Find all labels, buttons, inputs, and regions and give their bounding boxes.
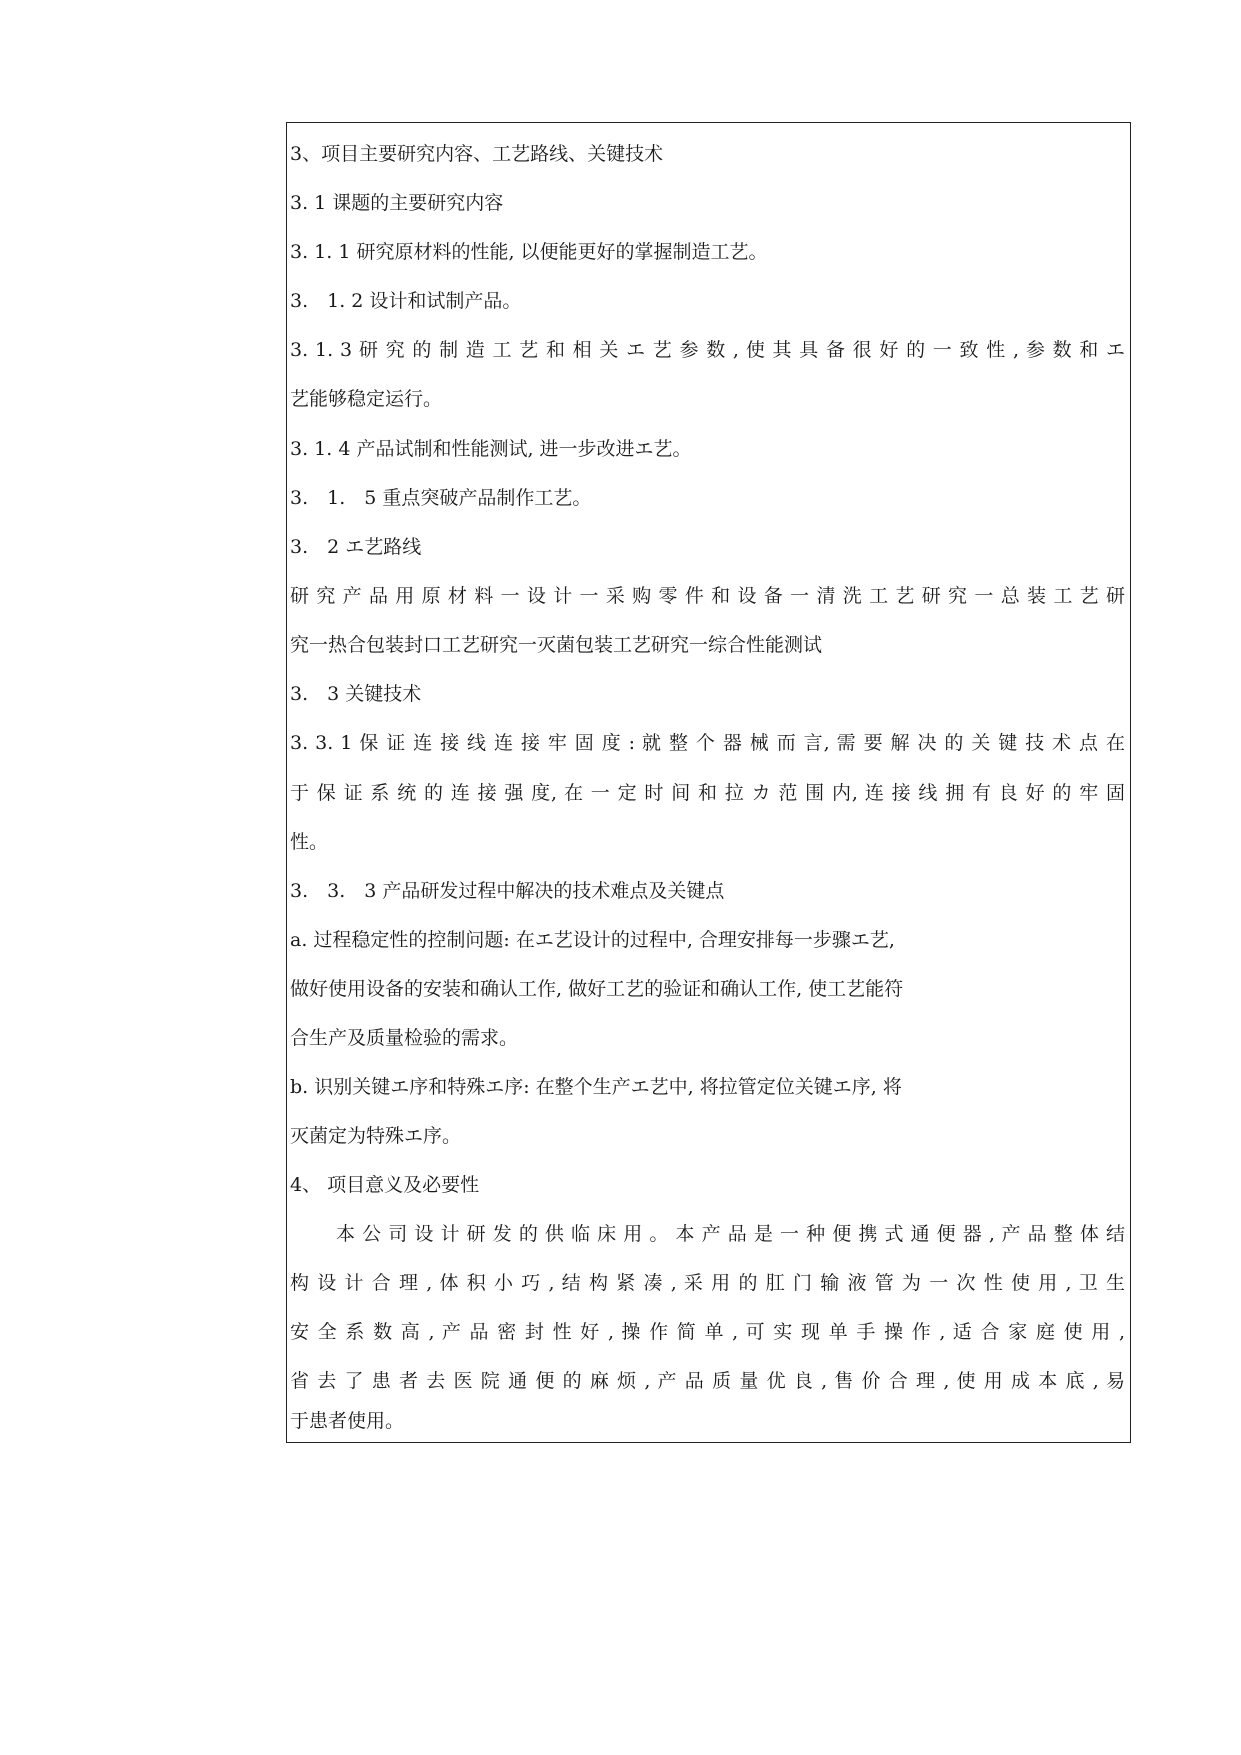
significance-paragraph-line-2: 构 设 计 合 理 , 体 积 小 巧 , 结 构 紧 凑 , 采 用 的 肛 门 输 液 管 为 一 次 性 使 用 , 卫 生: [290, 1272, 1125, 1294]
item-3-1-2: 3. 1. 2 设计和试制产品。: [290, 290, 522, 312]
item-3-3-3-heading: 3. 3. 3 产品研发过程中解决的技术难点及关键点: [290, 880, 725, 902]
item-3-3-1-line-2: 于 保 证 系 统 的 连 接 强 度, 在 一 定 时 间 和 拉 カ 范 围 内, 连 接 线 拥 有 良 好 的 牢 固: [290, 782, 1125, 804]
item-3-1-3-line-2: 艺能够稳定运行。: [290, 388, 443, 410]
section-4-heading: 4、 项目意义及必要性: [290, 1174, 480, 1196]
item-3-3-1-line-1: 3. 3. 1 保 证 连 接 线 连 接 牢 固 度 : 就 整 个 器 械 而 言, 需 要 解 决 的 关 键 技 术 点 在: [290, 732, 1125, 754]
process-route-line-1: 研 究 产 品 用 原 材 料 一 设 计 一 采 购 零 件 和 设 备 一 清 洗 工 艺 研 究 一 总 装 工 艺 研: [290, 585, 1125, 607]
item-3-1-5: 3. 1. 5 重点突破产品制作工艺。: [290, 487, 592, 509]
significance-paragraph-line-1: 本 公 司 设 计 研 发 的 供 临 床 用 。 本 产 品 是 一 种 便 携 式 通 便 器 , 产 品 整 体 结: [336, 1223, 1125, 1245]
significance-paragraph-line-3: 安 全 系 数 高 , 产 品 密 封 性 好 , 操 作 简 单 , 可 实 现 单 手 操 作 , 适 合 家 庭 使 用 ,: [290, 1321, 1125, 1343]
point-b-line-1: b. 识别关键エ序和特殊エ序: 在整个生产エ艺中, 将拉管定位关键エ序, 将: [290, 1076, 902, 1098]
significance-paragraph-line-5: 于患者使用。: [290, 1410, 405, 1432]
point-a-line-1: a. 过程稳定性的控制问题: 在エ艺设计的过程中, 合理安排每一步骤エ艺,: [290, 929, 895, 951]
item-3-1-3-line-1: 3. 1. 3 研 究 的 制 造 工 艺 和 相 关 エ 艺 参 数 , 使 其 具 备 很 好 的 一 致 性 , 参 数 和 エ: [290, 339, 1125, 361]
item-3-1-4: 3. 1. 4 产品试制和性能测试, 进一步改进エ艺。: [290, 438, 692, 460]
section-3-3-heading: 3. 3 关键技术: [290, 683, 422, 705]
significance-paragraph-line-4: 省 去 了 患 者 去 医 院 通 便 的 麻 烦 , 产 品 质 量 优 良 , 售 价 合 理 , 使 用 成 本 底 , 易: [290, 1370, 1125, 1392]
process-route-line-2: 究一热合包装封口工艺研究一灭菌包装工艺研究一综合性能测试: [290, 634, 823, 656]
point-a-line-2: 做好使用设备的安装和确认工作, 做好工艺的验证和确认工作, 使工艺能符: [290, 978, 904, 1000]
item-3-1-1: 3. 1. 1 研究原材料的性能, 以便能更好的掌握制造工艺。: [290, 241, 768, 263]
point-a-line-3: 合生产及质量检验的需求。: [290, 1027, 519, 1049]
section-3-1-heading: 3. 1 课题的主要研究内容: [290, 192, 504, 214]
item-3-3-1-line-3: 性。: [290, 831, 329, 853]
section-3-2-heading: 3. 2 エ艺路线: [290, 536, 422, 558]
section-3-heading: 3、项目主要研究内容、工艺路线、关键技术: [290, 143, 664, 165]
point-b-line-2: 灭菌定为特殊エ序。: [290, 1125, 462, 1147]
